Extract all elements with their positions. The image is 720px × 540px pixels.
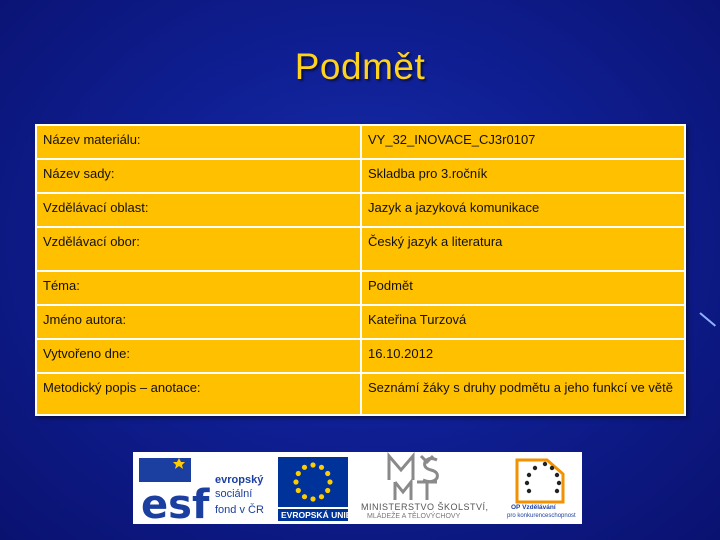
- row-label: Název materiálu:: [36, 125, 361, 159]
- row-label: Vytvořeno dne:: [36, 339, 361, 373]
- table-row: [36, 339, 685, 373]
- row-value: 16.10.2012: [361, 339, 685, 373]
- svg-text:esf: esf: [141, 482, 210, 524]
- msmt-text-1: MINISTERSTVO ŠKOLSTVÍ,: [361, 502, 489, 512]
- row-value: Seznámí žáky s druhy podmětu a jeho funkcí ve větě: [361, 373, 685, 415]
- op-vk-logo: [505, 452, 580, 524]
- material-info-table: [35, 124, 686, 416]
- eu-label: EVROPSKÁ UNIE: [281, 510, 352, 520]
- row-value: Český jazyk a literatura: [361, 227, 685, 271]
- row-value: Jazyk a jazyková komunikace: [361, 193, 685, 227]
- row-label: Téma:: [36, 271, 361, 305]
- row-label: Název sady:: [36, 159, 361, 193]
- row-value: VY_32_INOVACE_CJ3r0107: [361, 125, 685, 159]
- esf-text-3: fond v ČR: [215, 504, 264, 516]
- table-row: [36, 373, 685, 415]
- msmt-text-2: MLÁDEŽE A TĚLOVÝCHOVY: [367, 513, 461, 520]
- row-value: Podmět: [361, 271, 685, 305]
- table-row: [36, 271, 685, 305]
- page-title: Podmět: [294, 46, 426, 87]
- row-value: Kateřina Turzová: [361, 305, 685, 339]
- table-row: [36, 125, 685, 159]
- table-row: [36, 193, 685, 227]
- esf-text-2: sociální: [215, 488, 253, 500]
- row-label: Jméno autora:: [36, 305, 361, 339]
- eu-logo: [273, 452, 353, 524]
- table-row: [36, 159, 685, 193]
- op-vk-text-1: OP Vzdělávání: [511, 504, 556, 511]
- decorative-line: [699, 312, 716, 326]
- row-label: Vzdělávací obor:: [36, 227, 361, 271]
- row-label: Vzdělávací oblast:: [36, 193, 361, 227]
- table-row: [36, 305, 685, 339]
- funding-logos-strip: [133, 452, 582, 524]
- row-value: Skladba pro 3.ročník: [361, 159, 685, 193]
- esf-text-1: evropský: [215, 474, 264, 486]
- esf-logo: [135, 452, 270, 524]
- op-vk-text-2: pro konkurenceschopnost: [507, 513, 576, 519]
- row-label: Metodický popis – anotace:: [36, 373, 361, 415]
- msmt-logo: [359, 452, 489, 524]
- table-row: [36, 227, 685, 271]
